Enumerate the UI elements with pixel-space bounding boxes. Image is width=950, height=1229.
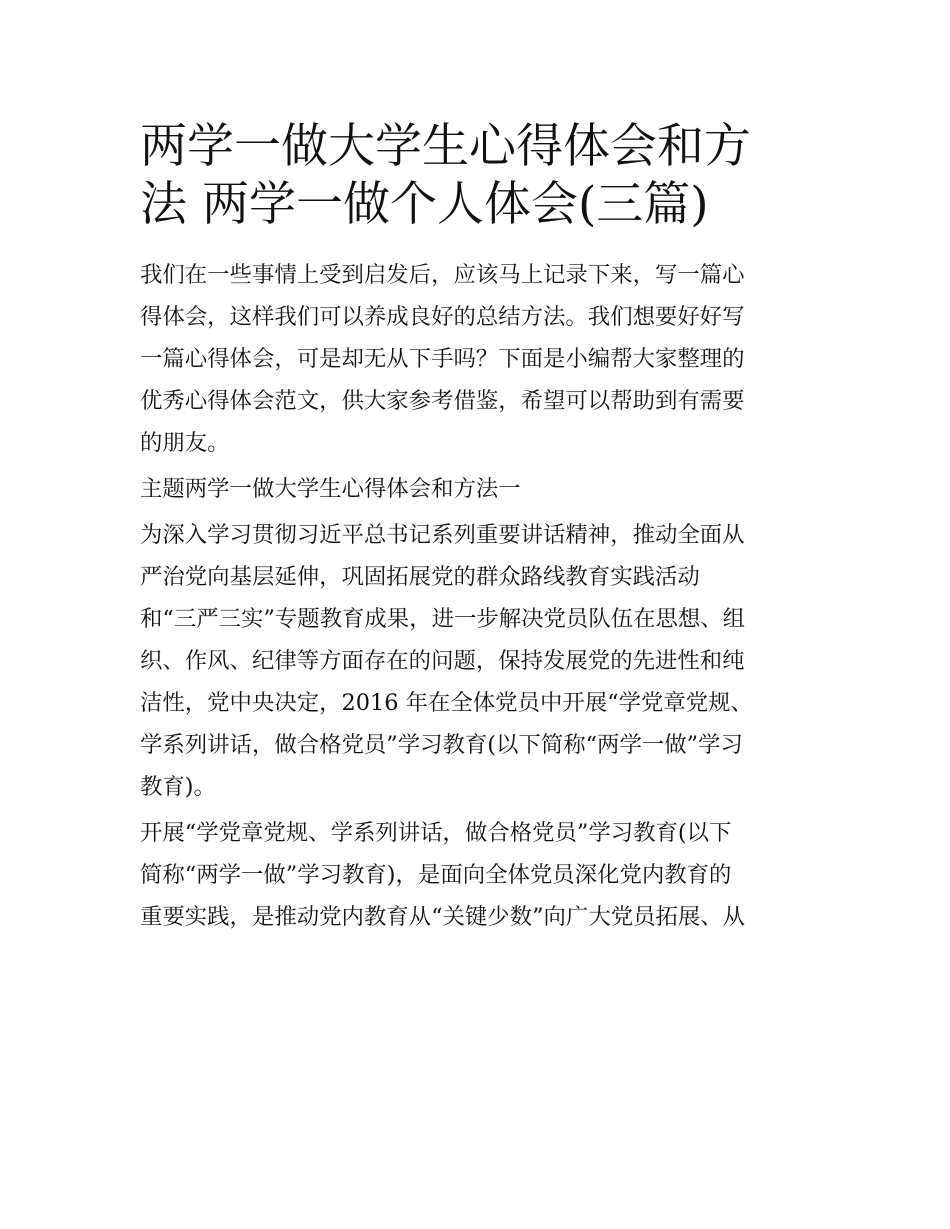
text-line: 我们在一些事情上受到启发后，应该马上记录下来，写一篇心 — [140, 262, 745, 288]
text-line: 得体会，这样我们可以养成良好的总结方法。我们想要好好写 — [140, 304, 745, 330]
text-line: 重要实践，是推动党内教育从“关键少数”向广大党员拓展、从 — [140, 904, 746, 930]
intro-paragraph — [140, 254, 812, 464]
text-line: 严治党向基层延伸，巩固拓展党的群众路线教育实践活动 — [140, 564, 700, 590]
text-line: 织、作风、纪律等方面存在的问题，保持发展党的先进性和纯 — [140, 648, 745, 674]
text-line: 洁性，党中央决定，2016 年在全体党员中开展“学党章党规、 — [140, 690, 753, 716]
text-line: 学系列讲话，做合格党员”学习教育(以下简称“两学一做”学习 — [140, 732, 743, 758]
document-content — [140, 118, 812, 942]
text-line: 开展“学党章党规、学系列讲话，做合格党员”学习教育(以下 — [140, 820, 732, 846]
text-line: 和“三严三实”专题教育成果，进一步解决党员队伍在思想、组 — [140, 606, 746, 632]
text-line: 一篇心得体会，可是却无从下手吗？下面是小编帮大家整理的 — [140, 346, 745, 372]
text-line: 为深入学习贯彻习近平总书记系列重要讲话精神，推动全面从 — [140, 522, 745, 548]
text-line: 教育)。 — [140, 774, 216, 800]
text-line: 简称“两学一做”学习教育)，是面向全体党员深化党内教育的 — [140, 862, 732, 888]
body-paragraph-2 — [140, 812, 812, 938]
text-line: 的朋友。 — [140, 430, 230, 456]
title-line: 法 两学一做个人体会(三篇) — [140, 177, 709, 232]
section-heading: 主题两学一做大学生心得体会和方法一 — [140, 476, 521, 502]
body-paragraph-1 — [140, 514, 812, 808]
title-line: 两学一做大学生心得体会和方 — [140, 119, 751, 174]
text-line: 优秀心得体会范文，供大家参考借鉴，希望可以帮助到有需要 — [140, 388, 745, 414]
document-title — [140, 118, 812, 234]
